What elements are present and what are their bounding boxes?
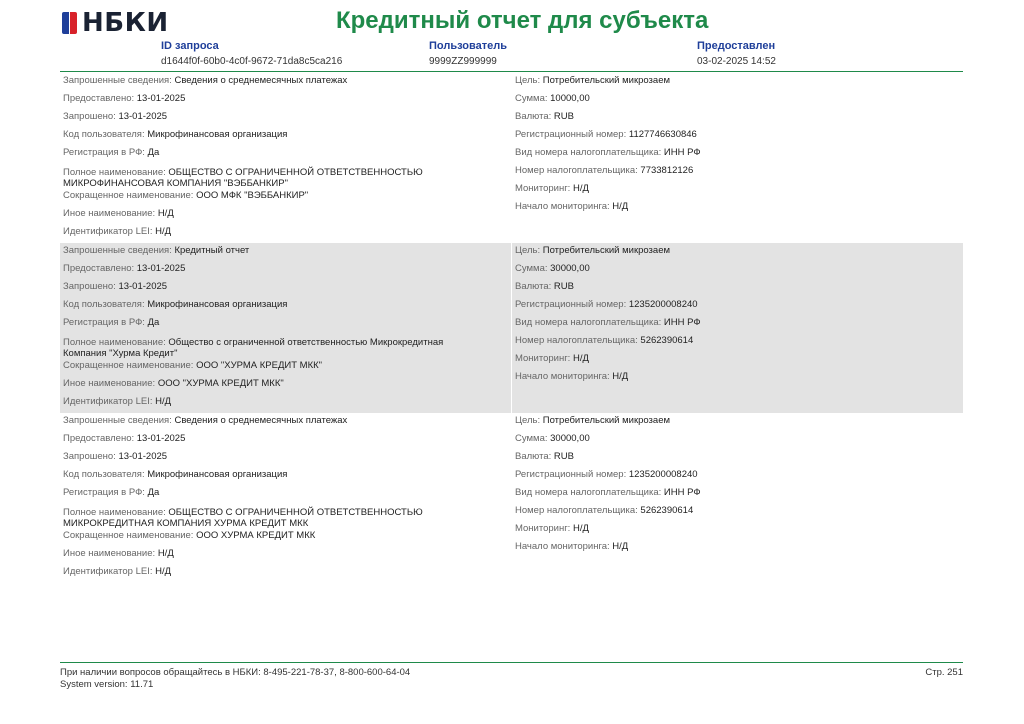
field-row — [515, 505, 693, 516]
field-value: Н/Д — [157, 208, 174, 219]
field-label: Полное наименование: — [63, 167, 166, 178]
field-row — [515, 487, 701, 498]
meta-value: 03-02-2025 14:52 — [697, 56, 776, 67]
inquiry-block — [60, 73, 963, 243]
field-label: Запрошено: — [63, 111, 116, 122]
field-label: Код пользователя: — [63, 129, 145, 140]
field-label: Сумма: — [515, 433, 548, 444]
field-row — [515, 263, 590, 274]
field-row — [63, 548, 174, 559]
field-value: Н/Д — [572, 523, 589, 534]
field-label: Мониторинг: — [515, 523, 571, 534]
field-value: RUB — [553, 451, 574, 462]
field-row — [63, 469, 287, 480]
field-row — [63, 337, 463, 359]
meta-label: Предоставлен — [697, 40, 776, 52]
field-label: Начало мониторинга: — [515, 541, 610, 552]
field-value: Сведения о среднемесячных платежах — [174, 415, 348, 426]
field-value: Да — [147, 147, 160, 158]
field-row — [63, 530, 315, 541]
field-value: ООО "ХУРМА КРЕДИТ МКК" — [196, 360, 323, 371]
field-value: 7733812126 — [640, 165, 694, 176]
field-label: Вид номера налогоплательщика: — [515, 147, 662, 158]
field-row — [63, 317, 159, 328]
field-value: Сведения о среднемесячных платежах — [174, 75, 348, 86]
field-row — [63, 93, 185, 104]
field-value: ООО "ХУРМА КРЕДИТ МКК" — [157, 378, 284, 389]
field-label: Мониторинг: — [515, 183, 571, 194]
field-label: Запрошенные сведения: — [63, 75, 172, 86]
meta-value: 9999ZZ999999 — [429, 56, 497, 67]
field-row — [63, 208, 174, 219]
inquiry-list — [60, 73, 963, 583]
field-row — [515, 469, 698, 480]
field-label: Регистрационный номер: — [515, 469, 627, 480]
field-row — [63, 75, 347, 86]
field-row — [515, 201, 628, 212]
field-label: Код пользователя: — [63, 469, 145, 480]
field-label: Идентификатор LEI: — [63, 396, 153, 407]
field-label: Регистрация в РФ: — [63, 147, 145, 158]
field-label: Иное наименование: — [63, 208, 156, 219]
field-label: Номер налогоплательщика: — [515, 165, 638, 176]
field-value: ИНН РФ — [663, 487, 701, 498]
field-row — [515, 183, 589, 194]
field-label: Начало мониторинга: — [515, 371, 610, 382]
field-value: 13-01-2025 — [136, 433, 186, 444]
field-row — [63, 226, 171, 237]
field-value: Микрофинансовая организация — [147, 469, 288, 480]
field-value: Потребительский микрозаем — [542, 415, 671, 426]
field-label: Предоставлено: — [63, 263, 135, 274]
field-row — [515, 317, 701, 328]
field-label: Номер налогоплательщика: — [515, 505, 638, 516]
field-row — [63, 111, 167, 122]
meta-provided — [697, 40, 776, 67]
field-row — [515, 75, 670, 86]
field-row — [515, 111, 574, 122]
field-row — [63, 245, 249, 256]
field-value: 30000,00 — [550, 433, 590, 444]
field-label: Сокращенное наименование: — [63, 530, 194, 541]
field-label: Номер налогоплательщика: — [515, 335, 638, 346]
column-divider — [511, 413, 512, 583]
field-label: Предоставлено: — [63, 433, 135, 444]
field-value: Кредитный отчет — [174, 245, 250, 256]
footer-contact: При наличии вопросов обращайтесь в НБКИ: 8-495-221-78-37, 8-800-600-64-04 — [60, 667, 411, 678]
field-value: Н/Д — [157, 548, 174, 559]
field-label: Полное наименование: — [63, 337, 166, 348]
nbki-logo-icon — [62, 12, 77, 34]
field-row — [515, 523, 589, 534]
field-value: Потребительский микрозаем — [542, 245, 671, 256]
field-value: 10000,00 — [550, 93, 590, 104]
field-value: Общество с ограниченной ответственностью Микрокредитная Компания "Хурма Кредит" — [63, 337, 444, 359]
field-label: Сумма: — [515, 263, 548, 274]
field-value: RUB — [553, 281, 574, 292]
field-row — [515, 433, 590, 444]
field-row — [63, 378, 284, 389]
field-value: Н/Д — [612, 201, 629, 212]
field-value: 1235200008240 — [628, 299, 698, 310]
field-value: 13-01-2025 — [118, 111, 168, 122]
field-label: Регистрационный номер: — [515, 129, 627, 140]
field-label: Код пользователя: — [63, 299, 145, 310]
field-value: 13-01-2025 — [118, 281, 168, 292]
field-value: ИНН РФ — [663, 147, 701, 158]
field-label: Цель: — [515, 245, 541, 256]
field-value: Н/Д — [572, 353, 589, 364]
field-label: Вид номера налогоплательщика: — [515, 317, 662, 328]
field-value: 5262390614 — [640, 335, 694, 346]
field-value: 13-01-2025 — [118, 451, 168, 462]
field-row — [63, 415, 347, 426]
field-label: Иное наименование: — [63, 378, 156, 389]
field-row — [515, 415, 670, 426]
field-value: ОБЩЕСТВО С ОГРАНИЧЕННОЙ ОТВЕТСТВЕННОСТЬЮ МИКРОКРЕДИТНАЯ КОМПАНИЯ ХУРМА КРЕДИТ МКК — [63, 507, 423, 529]
field-label: Регистрация в РФ: — [63, 487, 145, 498]
field-value: Н/Д — [612, 371, 629, 382]
field-row — [515, 165, 693, 176]
field-row — [515, 245, 670, 256]
page-title: Кредитный отчет для субъекта — [336, 7, 709, 34]
field-label: Валюта: — [515, 111, 552, 122]
field-row — [63, 360, 322, 371]
field-label: Валюта: — [515, 451, 552, 462]
field-label: Цель: — [515, 415, 541, 426]
field-label: Запрошено: — [63, 281, 116, 292]
footer-divider — [60, 662, 963, 663]
field-row — [63, 263, 185, 274]
field-row — [515, 299, 698, 310]
meta-value: d1644f0f-60b0-4c0f-9672-71da8c5ca216 — [161, 56, 343, 67]
field-label: Сокращенное наименование: — [63, 190, 194, 201]
meta-user — [429, 40, 507, 67]
field-value: Микрофинансовая организация — [147, 129, 288, 140]
field-value: Н/Д — [572, 183, 589, 194]
field-row — [63, 487, 159, 498]
field-row — [515, 353, 589, 364]
column-divider — [511, 243, 512, 413]
nbki-logo — [62, 8, 169, 38]
field-value: Да — [147, 487, 160, 498]
field-row — [63, 451, 167, 462]
meta-label: Пользователь — [429, 40, 508, 52]
field-label: Сумма: — [515, 93, 548, 104]
field-row — [63, 147, 159, 158]
field-value: ООО ХУРМА КРЕДИТ МКК — [196, 530, 316, 541]
field-label: Вид номера налогоплательщика: — [515, 487, 662, 498]
field-label: Начало мониторинга: — [515, 201, 610, 212]
field-label: Мониторинг: — [515, 353, 571, 364]
field-row — [515, 451, 574, 462]
field-row — [515, 281, 574, 292]
field-value: Да — [147, 317, 160, 328]
header-divider — [60, 71, 963, 72]
field-row — [63, 299, 287, 310]
field-row — [63, 167, 463, 189]
field-row — [515, 335, 693, 346]
field-label: Предоставлено: — [63, 93, 135, 104]
field-row — [515, 541, 628, 552]
logo-text: НБКИ — [82, 8, 169, 38]
field-label: Запрошенные сведения: — [63, 245, 172, 256]
footer-system-version: System version: 11.71 — [60, 679, 154, 690]
field-value: 30000,00 — [550, 263, 590, 274]
field-label: Валюта: — [515, 281, 552, 292]
field-value: 5262390614 — [640, 505, 694, 516]
field-row — [63, 396, 171, 407]
field-value: Микрофинансовая организация — [147, 299, 288, 310]
field-row — [63, 566, 171, 577]
field-label: Сокращенное наименование: — [63, 360, 194, 371]
field-row — [515, 129, 697, 140]
field-label: Полное наименование: — [63, 507, 166, 518]
field-row — [63, 190, 308, 201]
field-value: Н/Д — [612, 541, 629, 552]
field-value: ООО МФК "ВЭББАНКИР" — [196, 190, 309, 201]
field-label: Идентификатор LEI: — [63, 226, 153, 237]
meta-label: ID запроса — [161, 40, 219, 52]
meta-request-id — [161, 40, 342, 67]
field-row — [63, 433, 185, 444]
field-label: Запрошено: — [63, 451, 116, 462]
field-value: ОБЩЕСТВО С ОГРАНИЧЕННОЙ ОТВЕТСТВЕННОСТЬЮ МИКРОФИНАНСОВАЯ КОМПАНИЯ "ВЭББАНКИР" — [63, 167, 423, 189]
footer — [60, 667, 410, 691]
page-number: Стр. 251 — [925, 667, 963, 678]
inquiry-block — [60, 243, 963, 413]
field-row — [515, 93, 590, 104]
field-value: 1127746630846 — [628, 129, 697, 140]
field-value: Н/Д — [155, 566, 172, 577]
field-value: Н/Д — [155, 226, 172, 237]
field-row — [515, 147, 701, 158]
column-divider — [511, 73, 512, 243]
field-value: Потребительский микрозаем — [542, 75, 671, 86]
field-value: 13-01-2025 — [136, 263, 186, 274]
field-row — [63, 507, 463, 529]
field-label: Регистрационный номер: — [515, 299, 627, 310]
field-row — [63, 129, 287, 140]
field-label: Идентификатор LEI: — [63, 566, 153, 577]
field-label: Запрошенные сведения: — [63, 415, 172, 426]
field-label: Иное наименование: — [63, 548, 156, 559]
field-row — [63, 281, 167, 292]
field-value: ИНН РФ — [663, 317, 701, 328]
field-label: Регистрация в РФ: — [63, 317, 145, 328]
field-value: 13-01-2025 — [136, 93, 186, 104]
field-label: Цель: — [515, 75, 541, 86]
field-value: Н/Д — [155, 396, 172, 407]
field-row — [515, 371, 628, 382]
field-value: 1235200008240 — [628, 469, 698, 480]
inquiry-block — [60, 413, 963, 583]
field-value: RUB — [553, 111, 574, 122]
